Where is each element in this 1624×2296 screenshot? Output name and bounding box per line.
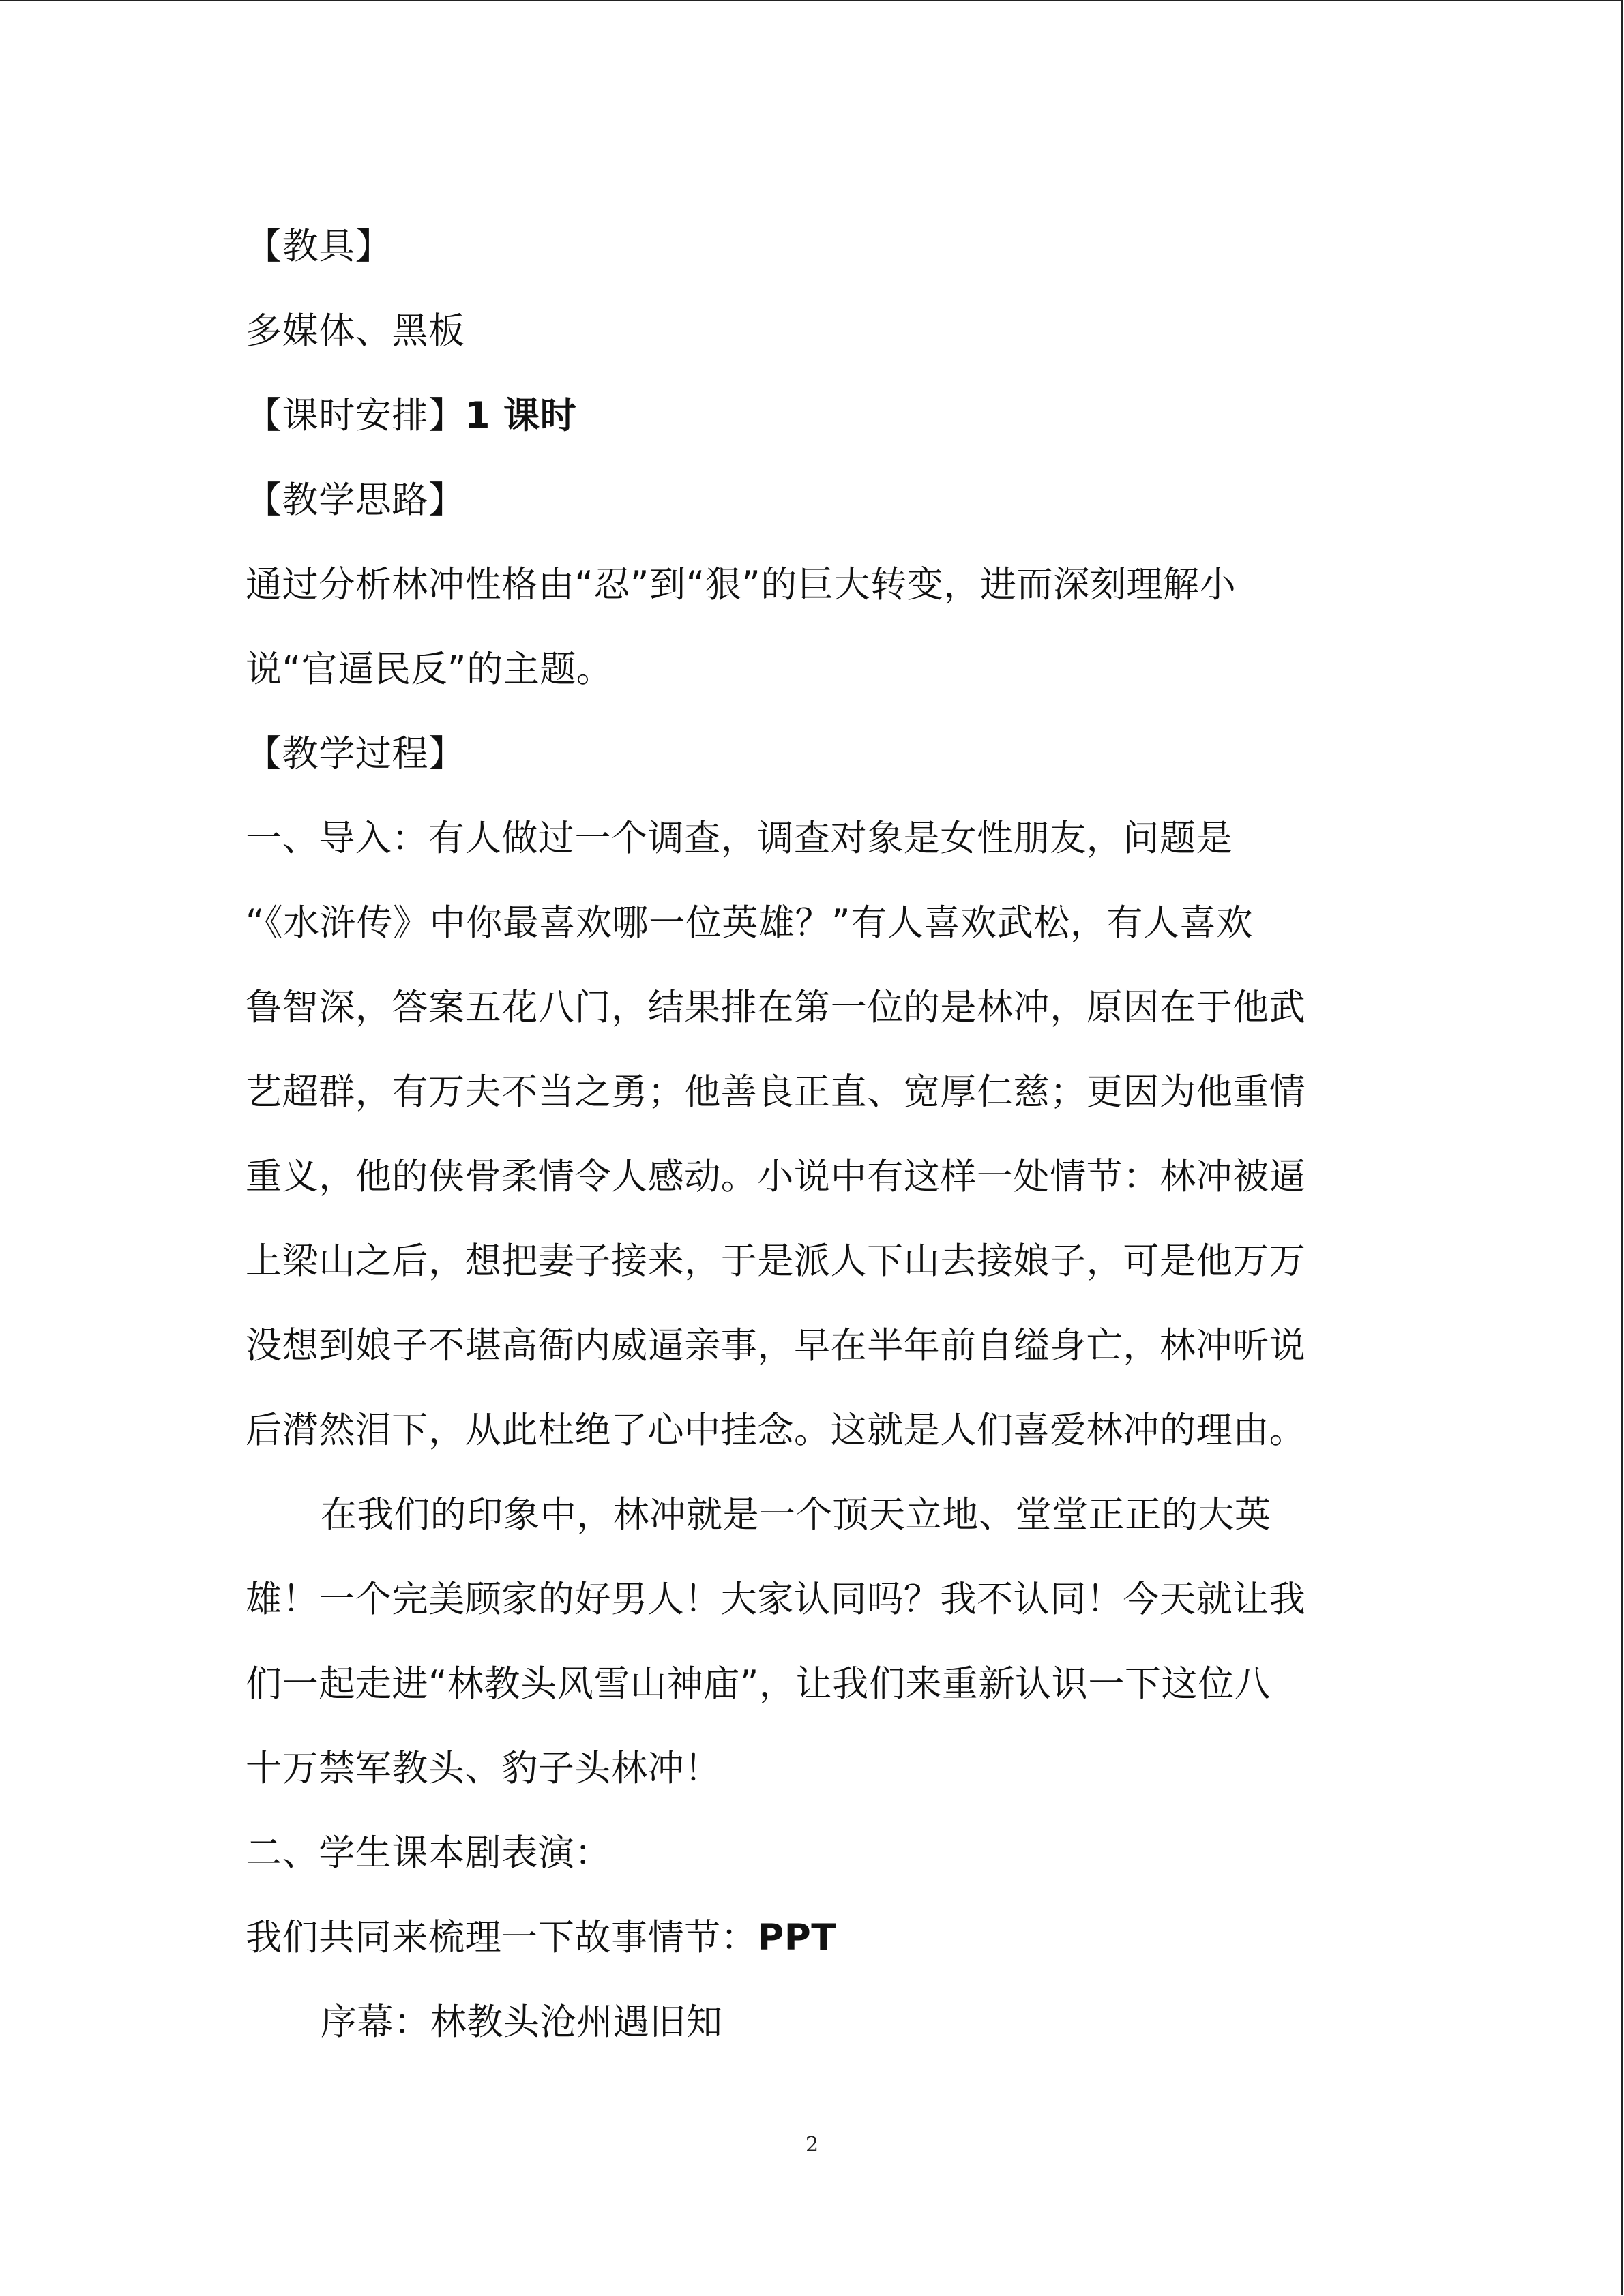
- text-line: 艺超群，有万夫不当之勇；他善良正直、宽厚仁慈；更因为他重情: [246, 1071, 1306, 1113]
- text-line: 【教学过程】: [246, 733, 465, 775]
- document-body: [246, 205, 1364, 2065]
- text-line: 雄！一个完美顾家的好男人！大家认同吗？我不认同！今天就让我: [246, 1579, 1306, 1620]
- text-line: 十万禁军教头、豹子头林冲！: [246, 1748, 721, 1789]
- text-line: 多媒体、黑板: [246, 310, 465, 352]
- text-line: 后潸然泪下，从此杜绝了心中挂念。这就是人们喜爱林冲的理由。: [246, 1410, 1306, 1451]
- page-number: 2: [805, 2133, 819, 2157]
- text-line: 【教学思路】: [246, 479, 465, 521]
- text-line: 没想到娘子不堪高衙内威逼亲事，早在半年前自缢身亡，林冲听说: [246, 1325, 1306, 1367]
- text-line: 一、导入：有人做过一个调查，调查对象是女性朋友，问题是: [246, 818, 1233, 859]
- text-line: 上梁山之后，想把妻子接来，于是派人下山去接娘子，可是他万万: [246, 1240, 1306, 1282]
- text-line: 鲁智深，答案五花八门，结果排在第一位的是林冲，原因在于他武: [246, 987, 1306, 1028]
- text-line: 【教具】: [246, 226, 392, 267]
- text-line: 重义，他的侠骨柔情令人感动。小说中有这样一处情节：林冲被逼: [246, 1156, 1306, 1197]
- text-line: 说“官逼民反”的主题。: [246, 648, 613, 690]
- text-line: “《水浒传》中你最喜欢哪一位英雄？”有人喜欢武松，有人喜欢: [246, 902, 1253, 944]
- text-line: 们一起走进“林教头风雪山神庙”，让我们来重新认识一下这位八: [246, 1663, 1271, 1705]
- text-line: 序幕：林教头沧州遇旧知: [321, 2001, 723, 2043]
- text-line: 我们共同来梳理一下故事情节：PPT: [246, 1917, 837, 1958]
- text-line: 【课时安排】1 课时: [246, 395, 577, 436]
- text-line: 二、学生课本剧表演：: [246, 1832, 611, 1874]
- text-line: 在我们的印象中，林冲就是一个顶天立地、堂堂正正的大英: [321, 1494, 1271, 1536]
- text-line: 通过分析林冲性格由“忍”到“狠”的巨大转变，进而深刻理解小: [246, 564, 1237, 606]
